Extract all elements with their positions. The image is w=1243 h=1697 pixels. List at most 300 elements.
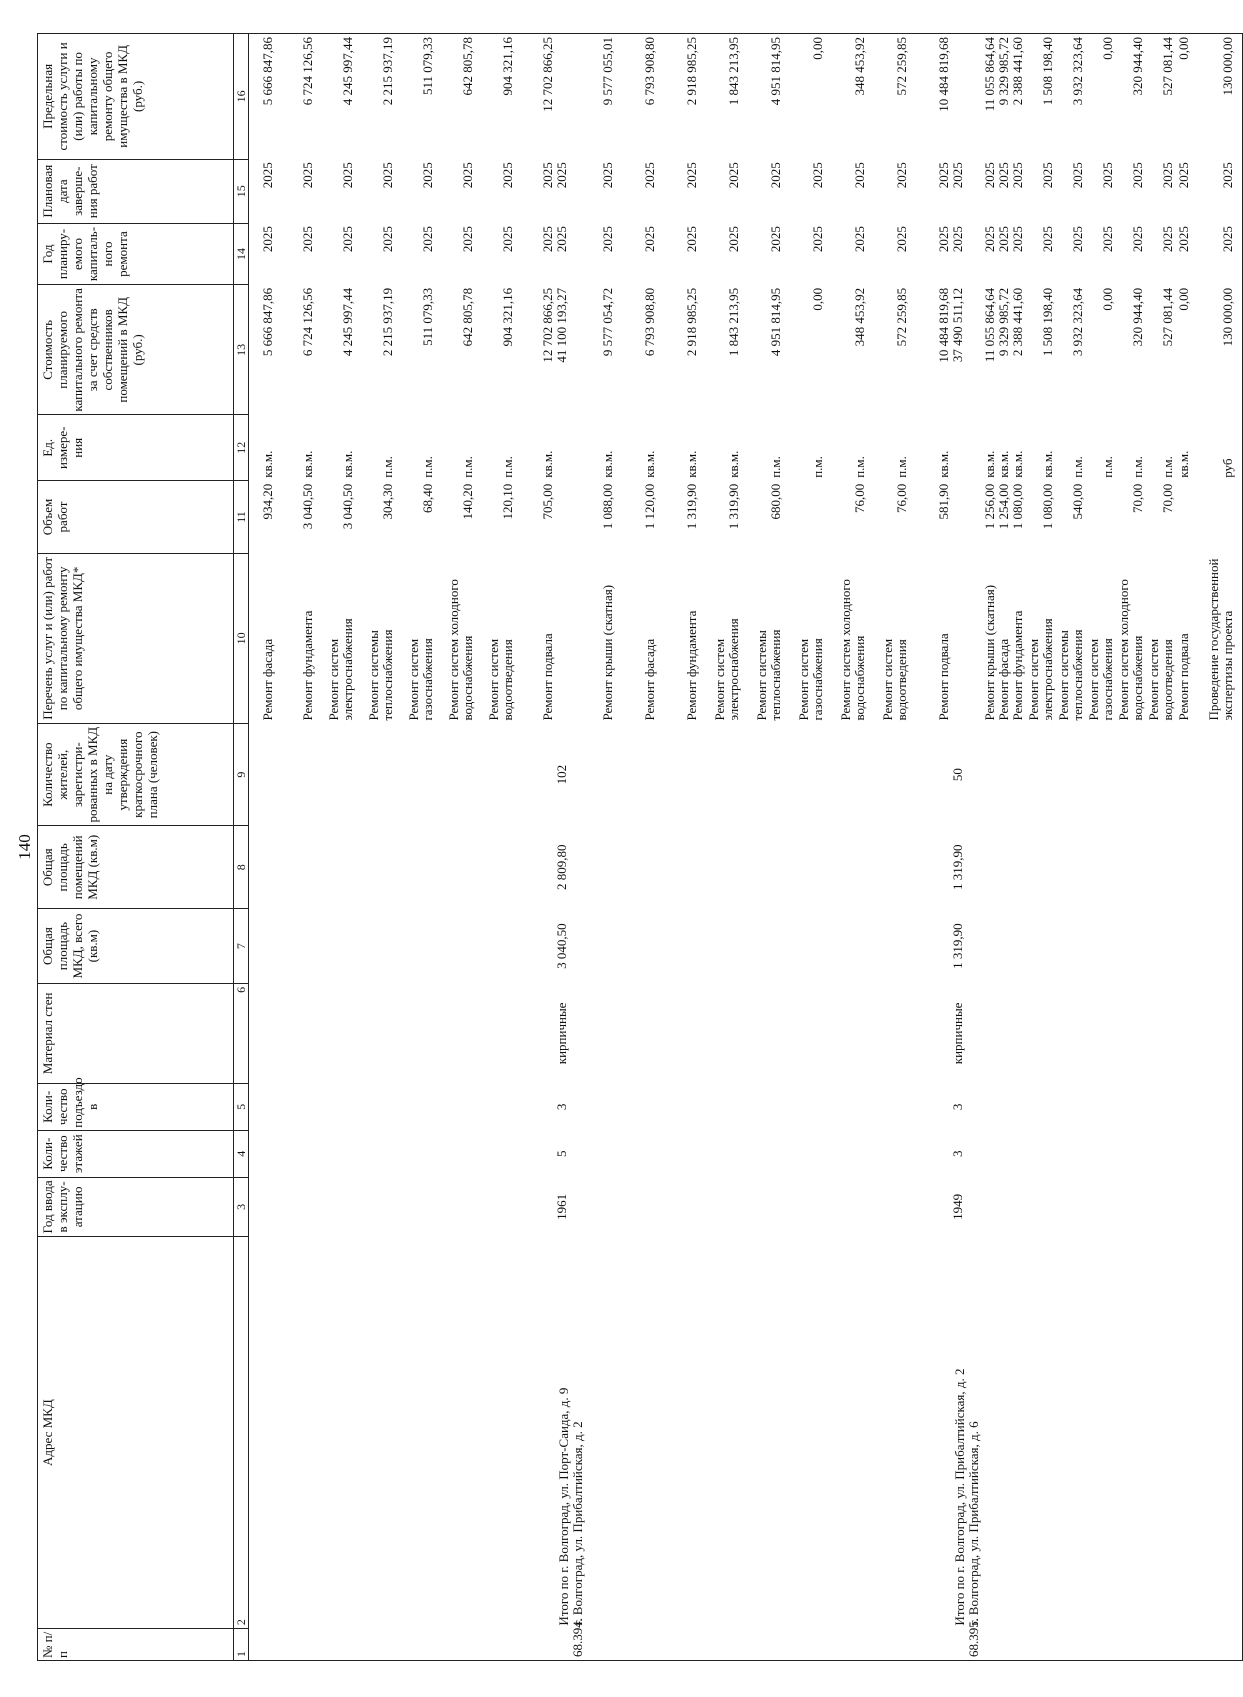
total-date: 2025: [949, 162, 965, 189]
work-row: [1025, 34, 1055, 1661]
empty-cell: [615, 1130, 657, 1177]
work-name: Ремонт фасада: [995, 638, 1011, 721]
work-unit: кв.м.: [981, 450, 997, 478]
work-row: [1145, 34, 1175, 1661]
empty-cell: [909, 724, 951, 826]
empty-cell: [315, 983, 355, 1083]
work-end-date: 2025: [499, 162, 515, 189]
empty-cell: [981, 909, 997, 984]
work-end-date: 2025: [379, 162, 395, 189]
empty-cell: [1055, 826, 1085, 909]
empty-cell: [825, 909, 867, 984]
header-c14: Год планиру-емого капиталь-ного ремонта: [38, 223, 234, 285]
work-cost: 2 215 937,19: [379, 287, 395, 357]
address-cell: [355, 1237, 395, 1629]
premises-area: 1 319,90: [949, 844, 965, 891]
empty-cell: [355, 724, 395, 826]
total-address-cell: [555, 1237, 585, 1629]
total-area: 1 319,90: [949, 923, 965, 969]
empty-cell: [783, 1083, 825, 1130]
empty-cell: [1145, 1130, 1175, 1177]
empty-cell: [395, 826, 435, 909]
work-unit: п.м.: [1099, 456, 1115, 478]
work-volume: [1085, 481, 1115, 553]
empty-cell: [395, 1130, 435, 1177]
empty-cell: [1175, 724, 1191, 826]
empty-cell: [275, 909, 315, 984]
empty-cell: [699, 1130, 741, 1177]
empty-cell: [1055, 909, 1085, 984]
row-num-cell: [1115, 1629, 1145, 1661]
work-cost: 12 702 866,25: [539, 287, 555, 363]
empty-cell: [867, 983, 909, 1083]
header-c4: Коли-чество этажей: [38, 1130, 234, 1177]
work-end-date: 2025: [1219, 162, 1235, 189]
header-c5: Коли-чество подъездо в: [38, 1083, 234, 1130]
address-cell: [615, 1237, 657, 1629]
empty-cell: [275, 1130, 315, 1177]
empty-cell: [395, 909, 435, 984]
work-end-date: 2025: [419, 162, 435, 189]
empty-cell: [249, 1130, 275, 1177]
empty-cell: [657, 826, 699, 909]
total-cost: 41 100 193,27: [553, 287, 569, 363]
work-end-date: 2025: [259, 162, 275, 189]
empty-cell: [657, 909, 699, 984]
empty-cell: [1085, 826, 1115, 909]
work-year: 2025: [299, 226, 315, 253]
empty-cell: [555, 34, 585, 160]
header-c6: Материал стен: [38, 983, 234, 1083]
work-cost: 642 805,78: [459, 287, 475, 347]
empty-cell: [435, 983, 475, 1083]
empty-cell: [699, 909, 741, 984]
work-year: 2025: [1159, 226, 1175, 253]
empty-cell: [515, 826, 555, 909]
work-limit-cost: 2 388 441,60: [1011, 34, 1025, 160]
header-row: [38, 34, 234, 1661]
work-end-date: 2025: [995, 162, 1011, 189]
work-unit: п.м.: [1159, 456, 1175, 478]
address-cell: [249, 1237, 275, 1629]
work-cost: 2 388 441,60: [1009, 287, 1025, 357]
work-volume: 540,00: [1069, 483, 1085, 520]
work-end-date: 2025: [539, 162, 555, 189]
empty-cell: [1235, 223, 1243, 285]
empty-cell: [981, 1083, 997, 1130]
empty-cell: [1085, 909, 1115, 984]
work-row: [699, 34, 741, 1661]
row-num-cell: [997, 1629, 1011, 1661]
work-name: Ремонт систем водоотведения: [879, 638, 909, 721]
work-row: [1011, 34, 1025, 1661]
empty-cell: [867, 724, 909, 826]
work-year: 2025: [1219, 226, 1235, 253]
work-row: [585, 34, 615, 1661]
empty-cell: [1235, 1130, 1243, 1177]
work-year: 2025: [499, 226, 515, 253]
empty-cell: [435, 826, 475, 909]
colnum: 9: [234, 724, 249, 826]
empty-cell: [909, 1083, 951, 1130]
work-cost: 9 577 054,72: [599, 287, 615, 357]
colnum: 16: [234, 34, 249, 160]
empty-cell: [825, 1177, 867, 1237]
capital-repair-table: [37, 33, 1243, 1661]
premises-area: 2 809,80: [553, 844, 569, 891]
empty-cell: [783, 1130, 825, 1177]
empty-cell: [909, 1130, 951, 1177]
empty-cell: [1191, 826, 1235, 909]
wall-material: кирпичные: [949, 1002, 965, 1065]
row-num-cell: [783, 1629, 825, 1661]
row-num-cell: [475, 1629, 515, 1661]
empty-cell: [1011, 983, 1025, 1083]
work-cost: 3 932 323,64: [1069, 287, 1085, 357]
work-end-date: 2025: [1039, 162, 1055, 189]
work-year: 2025: [379, 226, 395, 253]
header-c12: Ед. измере-ния: [38, 415, 234, 481]
address-cell: [1011, 1237, 1025, 1629]
empty-cell: [355, 1177, 395, 1237]
total-area: 3 040,50: [553, 923, 569, 969]
work-unit: кв.м.: [539, 450, 555, 478]
header-c1: № п/п: [38, 1629, 234, 1661]
empty-cell: [475, 826, 515, 909]
work-unit: п.м.: [379, 456, 395, 478]
work-volume: 1 256,00: [981, 483, 997, 530]
work-cost: 511 079,33: [419, 287, 435, 346]
empty-cell: [355, 826, 395, 909]
work-year: 2025: [599, 226, 615, 253]
work-name: Ремонт фасада: [641, 638, 657, 721]
work-cost: 1 508 198,40: [1039, 287, 1055, 357]
work-volume: 76,00: [851, 483, 867, 514]
work-limit-cost: 572 259,85: [867, 34, 909, 160]
work-end-date: 2025: [339, 162, 355, 189]
work-year: 2025: [981, 226, 997, 253]
empty-cell: [825, 1130, 867, 1177]
work-row: [615, 34, 657, 1661]
work-volume: 934,20: [259, 483, 275, 520]
work-cost: 6 793 908,80: [641, 287, 657, 357]
empty-cell: [1235, 34, 1243, 160]
work-name: Ремонт системы теплоснабжения: [365, 629, 395, 721]
empty-cell: [555, 481, 585, 553]
empty-cell: [1115, 1083, 1145, 1130]
empty-cell: [1175, 1177, 1191, 1237]
residents-count: 102: [553, 764, 569, 785]
empty-cell: [997, 826, 1011, 909]
work-name: Ремонт крыши (скатная): [981, 584, 997, 721]
work-name: Ремонт систем холодного водоснабжения: [1115, 579, 1145, 721]
address-cell: [585, 1237, 615, 1629]
residents-count: 50: [949, 768, 965, 782]
work-volume: [1175, 481, 1191, 553]
empty-cell: [475, 724, 515, 826]
empty-cell: [1235, 159, 1243, 223]
rotated-page: [15, 33, 1235, 1661]
empty-cell: [1115, 724, 1145, 826]
empty-cell: [585, 826, 615, 909]
work-cost: 130 000,00: [1219, 287, 1235, 347]
empty-cell: [867, 1130, 909, 1177]
empty-cell: [249, 909, 275, 984]
colnum: 2: [234, 1237, 249, 1629]
empty-cell: [1175, 1083, 1191, 1130]
empty-cell: [1085, 724, 1115, 826]
work-year: 2025: [995, 226, 1011, 253]
empty-cell: [1235, 826, 1243, 909]
empty-cell: [741, 983, 783, 1083]
total-cost: 37 490 511,12: [949, 287, 965, 363]
work-cost: 1 843 213,95: [725, 287, 741, 357]
empty-cell: [783, 826, 825, 909]
work-end-date: 2025: [725, 162, 741, 189]
empty-cell: [355, 1083, 395, 1130]
row-num-cell: 68.394.: [555, 1629, 585, 1661]
work-volume: 1 319,90: [683, 483, 699, 530]
row-num-cell: [249, 1629, 275, 1661]
work-end-date: 2025: [1099, 162, 1115, 189]
empty-cell: [1235, 724, 1243, 826]
empty-cell: [909, 983, 951, 1083]
work-end-date: 2025: [981, 162, 997, 189]
page-number: 140: [15, 834, 34, 860]
work-limit-cost: 130 000,00: [1191, 34, 1235, 160]
work-limit-cost: 2 215 937,19: [355, 34, 395, 160]
address-cell: [825, 1237, 867, 1629]
work-limit-cost: 348 453,92: [825, 34, 867, 160]
empty-cell: [909, 909, 951, 984]
total-row: [951, 34, 981, 1661]
empty-cell: [1235, 415, 1243, 481]
empty-cell: [1085, 1083, 1115, 1130]
row-num-cell: [1145, 1629, 1175, 1661]
work-limit-cost: 12 702 866,25: [515, 34, 555, 160]
address-cell: [1145, 1237, 1175, 1629]
empty-cell: [515, 1083, 555, 1130]
empty-cell: [1235, 983, 1243, 1083]
work-unit: кв.м.: [935, 450, 951, 478]
work-volume: 705,00: [539, 483, 555, 520]
work-cost: 5 666 847,86: [259, 287, 275, 357]
work-year: 2025: [539, 226, 555, 253]
work-limit-cost: 0,00: [1085, 34, 1115, 160]
empty-cell: [1191, 909, 1235, 984]
total-row: [555, 34, 585, 1661]
work-year: 2025: [893, 226, 909, 253]
work-unit: п.м.: [1069, 456, 1085, 478]
empty-cell: [435, 909, 475, 984]
work-name: Ремонт подвала: [539, 633, 555, 721]
address-cell: [1191, 1237, 1235, 1629]
row-num-cell: [981, 1629, 997, 1661]
empty-cell: [1175, 909, 1191, 984]
work-year: 2025: [1099, 226, 1115, 253]
work-unit: кв.м.: [683, 450, 699, 478]
empty-cell: [275, 1083, 315, 1130]
empty-cell: [997, 909, 1011, 984]
next-address: г. Волгоград, ул. Прибалтийская, д. 2: [569, 1421, 585, 1626]
empty-cell: [395, 1083, 435, 1130]
row-num-cell: [615, 1629, 657, 1661]
address-cell: [1025, 1237, 1055, 1629]
work-unit: кв.м.: [259, 450, 275, 478]
work-name: Ремонт крыши (скатная): [599, 584, 615, 721]
address-cell: [867, 1237, 909, 1629]
work-row: [1085, 34, 1115, 1661]
empty-cell: [909, 826, 951, 909]
colnum: 7: [234, 909, 249, 984]
row-num-cell: [1011, 1629, 1025, 1661]
empty-cell: [1011, 1177, 1025, 1237]
empty-cell: [1145, 983, 1175, 1083]
work-limit-cost: 6 724 126,56: [275, 34, 315, 160]
header-c10: Перечень услуг и (или) работ по капитальному ремонту общего имущества МКД*: [38, 553, 234, 723]
empty-cell: [515, 1130, 555, 1177]
empty-cell: [275, 826, 315, 909]
work-unit: п.м.: [851, 456, 867, 478]
work-row: [515, 34, 555, 1661]
empty-cell: [1145, 724, 1175, 826]
empty-cell: [657, 1083, 699, 1130]
empty-cell: [1191, 724, 1235, 826]
work-volume: 120,10: [499, 483, 515, 520]
colnum: 8: [234, 826, 249, 909]
row-num-cell: [1025, 1629, 1055, 1661]
empty-cell: [1235, 1083, 1243, 1130]
empty-cell: [395, 724, 435, 826]
empty-cell: [615, 909, 657, 984]
empty-cell: [1235, 285, 1243, 415]
empty-cell: [475, 983, 515, 1083]
work-unit: кв.м.: [299, 450, 315, 478]
empty-cell: [699, 724, 741, 826]
work-cost: 527 081,44: [1159, 287, 1175, 347]
work-cost: 904 321,16: [499, 287, 515, 347]
header-c7: Общая площадь МКД, всего (кв.м): [38, 909, 234, 984]
work-year: 2025: [259, 226, 275, 253]
empty-cell: [741, 826, 783, 909]
work-cost: 6 724 126,56: [299, 287, 315, 357]
empty-cell: [315, 1083, 355, 1130]
header-c11: Объем работ: [38, 481, 234, 553]
work-name: Ремонт подвала: [1175, 633, 1191, 721]
colnum: 14: [234, 223, 249, 285]
work-name: Ремонт фасада: [259, 638, 275, 721]
empty-cell: [585, 983, 615, 1083]
empty-cell: [1025, 1083, 1055, 1130]
header-c2: Адрес МКД: [38, 1237, 234, 1629]
work-name: Ремонт систем электроснабжения: [1025, 618, 1055, 721]
empty-cell: [615, 724, 657, 826]
work-end-date: 2025: [767, 162, 783, 189]
empty-cell: [249, 1177, 275, 1237]
empty-cell: [981, 1130, 997, 1177]
address-cell: [1115, 1237, 1145, 1629]
entrance-count: 3: [949, 1103, 965, 1111]
colnum: 1: [234, 1629, 249, 1661]
work-name: Ремонт систем холодного водоснабжения: [837, 579, 867, 721]
work-unit: п.м.: [893, 456, 909, 478]
address-cell: [783, 1237, 825, 1629]
work-year: 2025: [419, 226, 435, 253]
total-label: Итого по г. Волгоград, ул. Порт-Саида, д. 9: [555, 1387, 571, 1626]
empty-cell: [615, 1177, 657, 1237]
row-num-cell: [585, 1629, 615, 1661]
work-cost: 320 944,40: [1129, 287, 1145, 347]
empty-cell: [1011, 826, 1025, 909]
work-name: Ремонт фундамента: [683, 610, 699, 721]
empty-cell: [951, 34, 981, 160]
address-cell: [657, 1237, 699, 1629]
work-name: Ремонт систем газоснабжения: [1085, 638, 1115, 721]
work-cost: 4 245 997,44: [339, 287, 355, 357]
work-name: Ремонт систем электроснабжения: [711, 618, 741, 721]
empty-cell: [1025, 909, 1055, 984]
work-unit: кв.м.: [725, 450, 741, 478]
work-volume: [1191, 481, 1235, 553]
empty-cell: [435, 1177, 475, 1237]
row-num-cell: [825, 1629, 867, 1661]
empty-cell: [1025, 983, 1055, 1083]
empty-cell: [657, 724, 699, 826]
empty-cell: [1191, 1083, 1235, 1130]
colnum: 11: [234, 481, 249, 553]
work-volume: 1 088,00: [599, 483, 615, 530]
empty-cell: [783, 909, 825, 984]
total-year: 2025: [553, 226, 569, 253]
work-row: [1175, 34, 1191, 1661]
empty-cell: [951, 481, 981, 553]
work-year: 2025: [1009, 226, 1025, 253]
empty-cell: [1085, 1177, 1115, 1237]
header-c15: Плановая дата заверше-ния работ: [38, 159, 234, 223]
empty-cell: [867, 1177, 909, 1237]
empty-cell: [249, 983, 275, 1083]
empty-cell: [1235, 1629, 1243, 1661]
row-num-cell: [315, 1629, 355, 1661]
work-row: [275, 34, 315, 1661]
empty-cell: [1055, 1177, 1085, 1237]
address-cell: [909, 1237, 951, 1629]
header-c3: Год ввода в эксплу-атацию: [38, 1177, 234, 1237]
row-num-cell: [1055, 1629, 1085, 1661]
work-end-date: 2025: [459, 162, 475, 189]
empty-cell: [997, 724, 1011, 826]
work-row: [783, 34, 825, 1661]
empty-cell: [783, 983, 825, 1083]
work-cost: 0,00: [1175, 287, 1191, 311]
empty-cell: [1145, 909, 1175, 984]
empty-cell: [585, 1177, 615, 1237]
work-end-date: 2025: [1129, 162, 1145, 189]
work-year: 2025: [339, 226, 355, 253]
colnum: 6: [234, 983, 249, 1083]
work-row: [355, 34, 395, 1661]
empty-cell: [435, 1130, 475, 1177]
work-name: Ремонт фундамента: [1009, 610, 1025, 721]
work-unit: кв.м.: [1009, 450, 1025, 478]
header-c13: Стоимость планируемого капитального ремонта за счет средств собственников помещений в МКД (руб.): [38, 285, 234, 415]
work-unit: кв.м.: [1039, 450, 1055, 478]
work-unit: п.м.: [419, 456, 435, 478]
empty-cell: [585, 909, 615, 984]
empty-cell: [315, 1177, 355, 1237]
work-row: [909, 34, 951, 1661]
work-limit-cost: 9 329 985,72: [997, 34, 1011, 160]
